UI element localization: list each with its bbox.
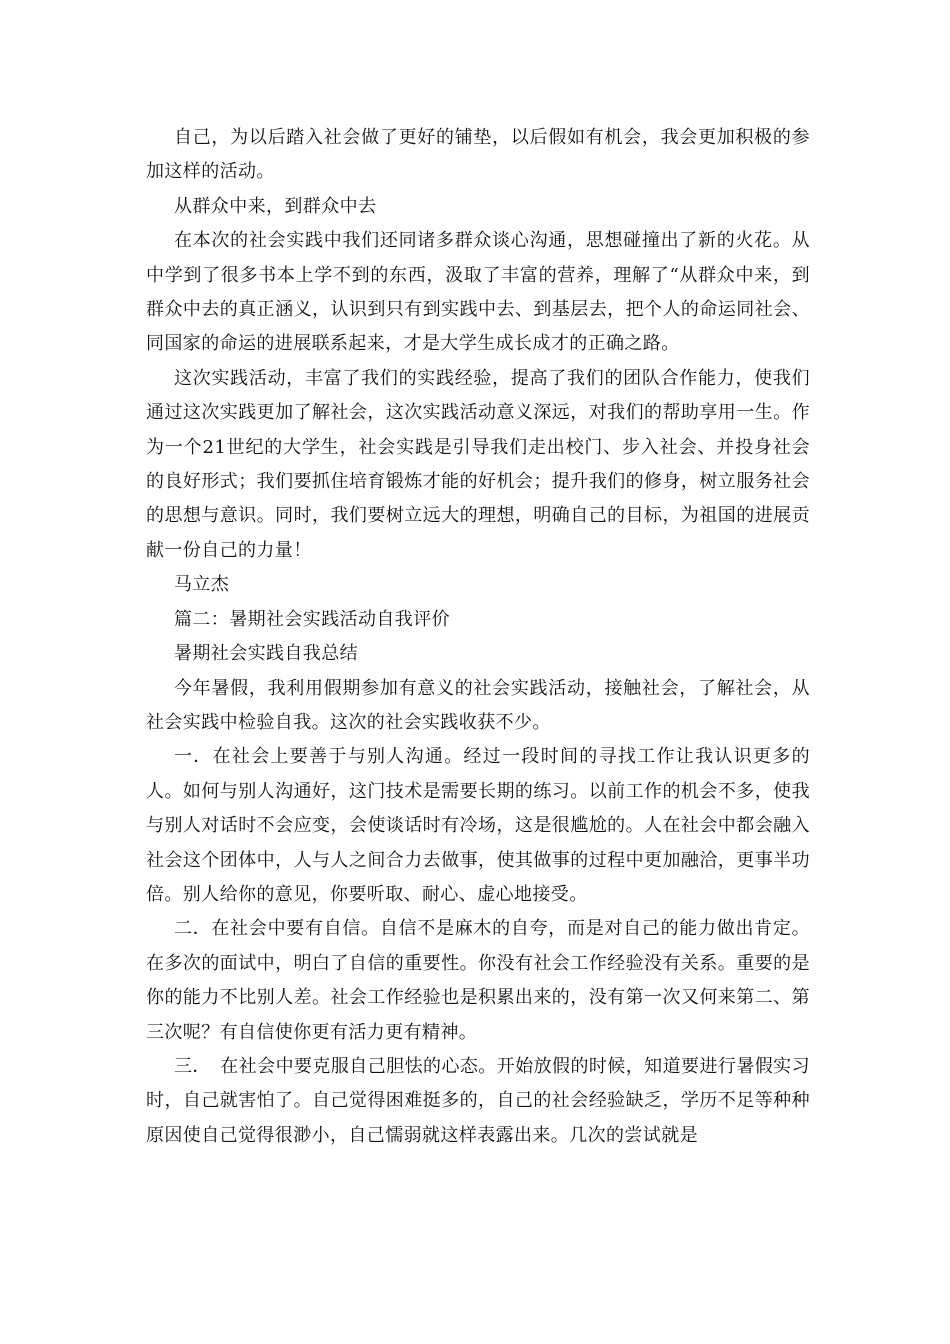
- section-heading: 暑期社会实践自我总结: [174, 643, 358, 665]
- paragraph: 自己，为以后踏入社会做了更好的铺垫，以后假如有机会，我会更加积极的参加这样的活动。: [146, 127, 810, 183]
- paragraph: 三． 在社会中要克服自己胆怯的心态。开始放假的时候，知道要进行暑假实习时，自己就害怕了。自己觉得困难挺多的，自己的社会经验缺乏，学历不足等种种原因使自己觉得很渺小，自己懦弱就这样表露出来。几次的尝试就是: [146, 1055, 810, 1146]
- author-name: 马立杰: [174, 574, 230, 596]
- section-heading: 从群众中来，到群众中去: [174, 195, 377, 217]
- paragraph: 在本次的社会实践中我们还同诸多群众谈心沟通，思想碰撞出了新的火花。从中学到了很多书本上学不到的东西，汲取了丰富的营养，理解了“从群众中来，到群众中去的真正涵义，认识到只有到实践中去、到基层去，把个人的命运同社会、同国家的命运的进展联系起来，才是大学生成长成才的正确之路。: [146, 230, 810, 355]
- chapter-title: 篇二：暑期社会实践活动自我评价: [174, 608, 450, 630]
- paragraph: 二．在社会中要有自信。自信不是麻木的自夸，而是对自己的能力做出肯定。在多次的面试中，明白了自信的重要性。你没有社会工作经验没有关系。重要的是你的能力不比别人差。社会工作经验也是积累出来的，没有第一次又何来第二、第三次呢？有自信使你更有活力更有精神。: [146, 918, 810, 1043]
- document-page: [146, 121, 810, 1153]
- paragraph: 今年暑假，我利用假期参加有意义的社会实践活动，接触社会，了解社会，从社会实践中检验自我。这次的社会实践收获不少。: [146, 677, 810, 733]
- paragraph: 一．在社会上要善于与别人沟通。经过一段时间的寻找工作让我认识更多的人。如何与别人沟通好，这门技术是需要长期的练习。以前工作的机会不多，使我与别人对话时不会应变，会使谈话时有冷场，这是很尴尬的。人在社会中都会融入社会这个团体中，人与人之间合力去做事，使其做事的过程中更加融洽，更事半功倍。别人给你的意见，你要听取、耐心、虚心地接受。: [146, 746, 810, 905]
- paragraph: 这次实践活动，丰富了我们的实践经验，提高了我们的团队合作能力，使我们通过这次实践更加了解社会，这次实践活动意义深远，对我们的帮助享用一生。作为一个21世纪的大学生，社会实践是引导我们走出校门、步入社会、并投身社会的良好形式；我们要抓住培育锻炼才能的好机会；提升我们的修身，树立服务社会的思想与意识。同时，我们要树立远大的理想，明确自己的目标，为祖国的进展贡献一份自己的力量！: [146, 367, 810, 561]
